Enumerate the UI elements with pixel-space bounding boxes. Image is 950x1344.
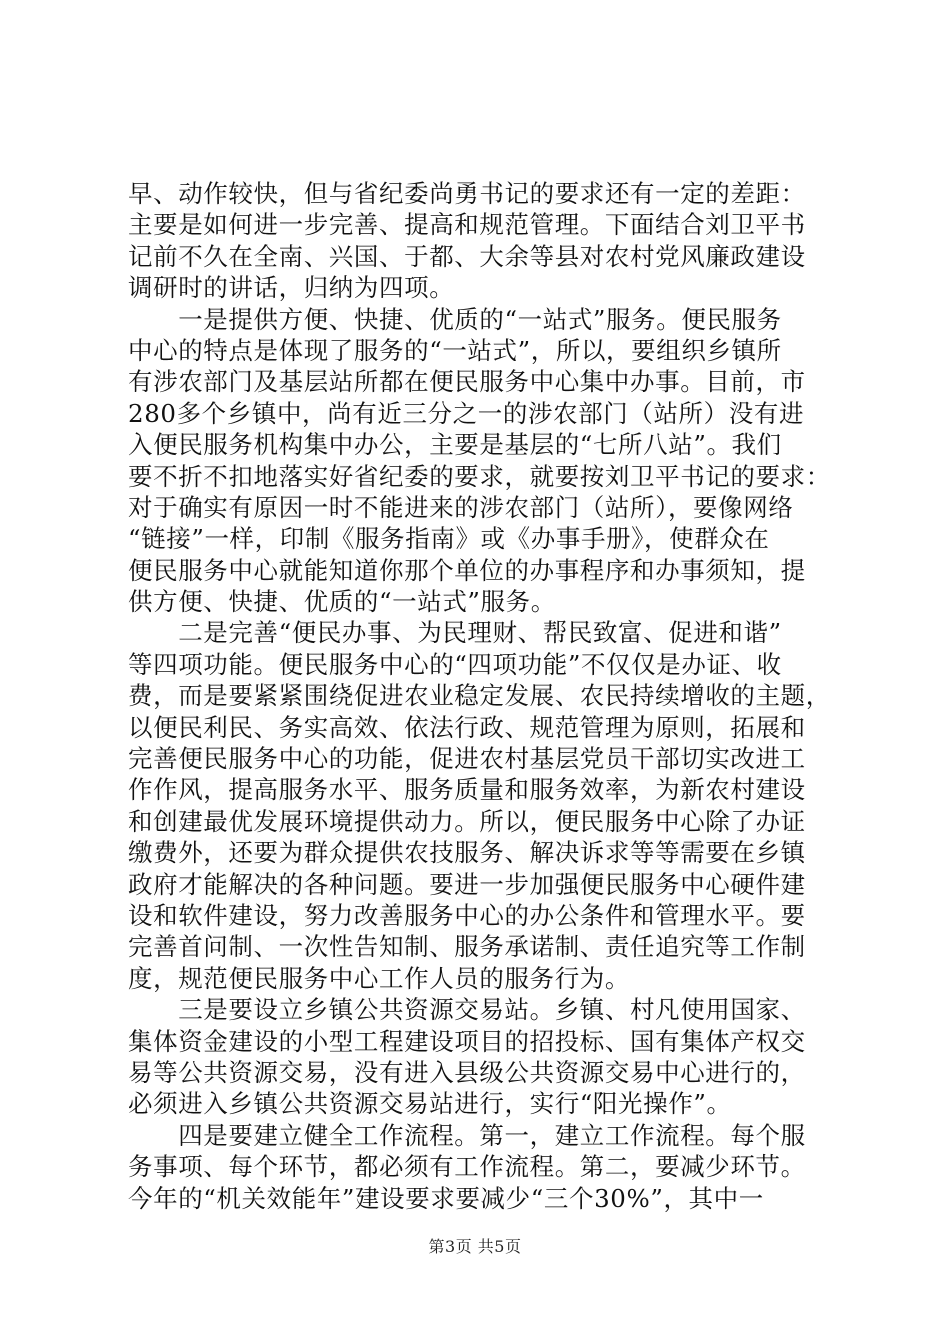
text-line: 完善首问制、一次性告知制、服务承诺制、责任追究等工作制 (128, 932, 806, 962)
page-footer: 第3页 共5页 (428, 1237, 522, 1256)
text-line: 政府才能解决的各种问题。要进一步加强便民服务中心硬件建 (128, 869, 806, 899)
body-text (128, 178, 831, 1214)
text-line: 设和软件建设，努力改善服务中心的办公条件和管理水平。要 (128, 900, 806, 930)
text-line: 280多个乡镇中，尚有近三分之一的涉农部门（站所）没有进 (128, 398, 805, 428)
text-line: 等四项功能。便民服务中心的“四项功能”不仅仅是办证、收 (128, 649, 782, 679)
text-line: 三是要设立乡镇公共资源交易站。乡镇、村凡使用国家、 (128, 995, 806, 1025)
text-line: 必须进入乡镇公共资源交易站进行，实行“阳光操作”。 (128, 1089, 732, 1119)
text-line: 早、动作较快，但与省纪委尚勇书记的要求还有一定的差距： (128, 179, 806, 208)
text-line: 供方便、快捷、优质的“一站式”服务。 (128, 587, 556, 617)
text-line: 缴费外，还要为群众提供农技服务、解决诉求等等需要在乡镇 (128, 838, 806, 868)
text-line: 调研时的讲话，归纳为四项。 (128, 273, 455, 303)
text-line: “链接”一样，印制《服务指南》或《办事手册》，使群众在 (128, 524, 770, 554)
text-line: 完善便民服务中心的功能，促进农村基层党员干部切实改进工 (128, 744, 806, 774)
text-line: 要不折不扣地落实好省纪委的要求，就要按刘卫平书记的要求： (128, 461, 831, 491)
text-line: 主要是如何进一步完善、提高和规范管理。下面结合刘卫平书 (128, 210, 806, 240)
text-line: 二是完善“便民办事、为民理财、帮民致富、促进和谐” (128, 618, 782, 648)
text-line: 今年的“机关效能年”建设要求要减少“三个30%”，其中一 (128, 1183, 764, 1213)
text-line: 中心的特点是体现了服务的“一站式”，所以，要组织乡镇所 (128, 335, 782, 365)
text-line: 对于确实有原因一时不能进来的涉农部门（站所），要像网络 (128, 492, 794, 522)
text-line: 一是提供方便、快捷、优质的“一站式”服务。便民服务 (128, 304, 782, 334)
text-line: 有涉农部门及基层站所都在便民服务中心集中办事。目前，市 (128, 367, 806, 397)
text-line: 入便民服务机构集中办公，主要是基层的“七所八站”。我们 (128, 430, 782, 460)
text-line: 记前不久在全南、兴国、于都、大余等县对农村党风廉政建设 (128, 241, 806, 271)
text-line: 四是要建立健全工作流程。第一，建立工作流程。每个服 (128, 1120, 806, 1150)
text-line: 便民服务中心就能知道你那个单位的办事程序和办事须知，提 (128, 555, 806, 585)
text-line: 务事项、每个环节，都必须有工作流程。第二，要减少环节。 (128, 1152, 806, 1182)
text-line: 以便民利民、务实高效、依法行政、规范管理为原则，拓展和 (128, 712, 806, 742)
text-line: 度，规范便民服务中心工作人员的服务行为。 (128, 963, 630, 993)
text-line: 易等公共资源交易，没有进入县级公共资源交易中心进行的， (128, 1057, 806, 1087)
text-line: 费，而是要紧紧围绕促进农业稳定发展、农民持续增收的主题， (128, 681, 831, 711)
text-line: 作作风，提高服务水平、服务质量和服务效率，为新农村建设 (128, 775, 806, 805)
text-line: 集体资金建设的小型工程建设项目的招投标、国有集体产权交 (128, 1026, 806, 1056)
text-line: 和创建最优发展环境提供动力。所以，便民服务中心除了办证 (128, 806, 806, 836)
